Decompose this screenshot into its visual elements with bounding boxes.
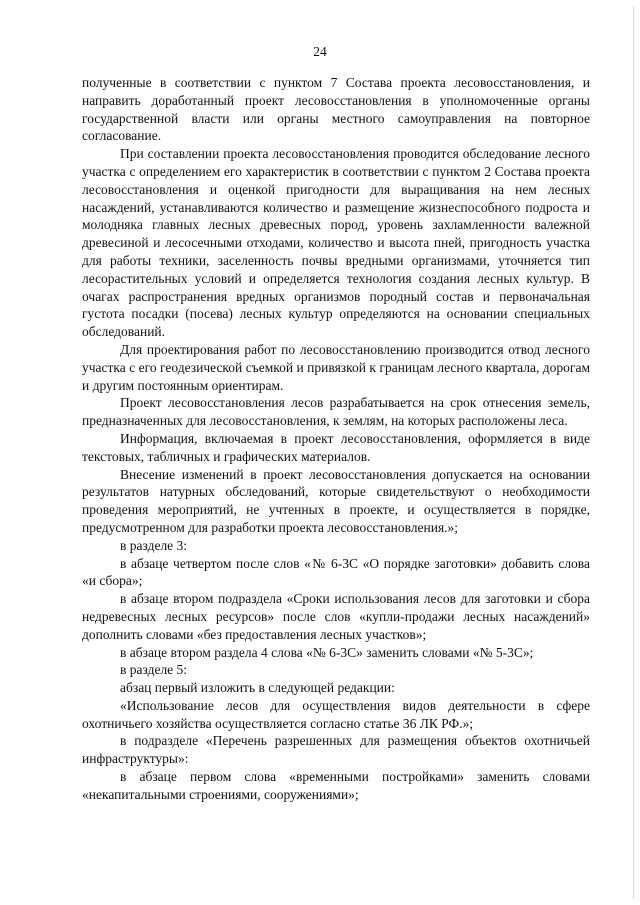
page-edge-line: [633, 6, 634, 899]
paragraph-continuation: полученные в соответствии с пунктом 7 Состава проекта лесовосстановления, и направить доработанный проект лесовосстановления в уполномоченные органы государственной власти или органы местного самоуправления на повторное согласование.: [82, 75, 590, 144]
paragraph-survey: При составлении проекта лесовосстановления проводится обследование лесного участка с определением его характеристик в соответствии с пунктом 2 Состава проекта лесовосстановления и оценкой пригодности для выращивания на нем лесных насаждений, устанавливаются количество и размещение жизнеспособного подроста и молодняка главных лесных древесных пород, уровень захламленности валежной древесиной и лесосечными отходами, количество и высота пней, пригодность участка для работы техники, заселенность почвы вредными организмами, уточняется тип лесорастительных условий и определяется технология создания лесных культур. В очагах распространения вредных организмов породный состав и первоначальная густота посадки (посева) лесных культур определяются на основании специальных обследований.: [82, 146, 590, 340]
paragraph-infrastructure-subsection: в подразделе «Перечень разрешенных для размещения объектов охотничьей инфраструктуры»:: [82, 733, 590, 767]
paragraph-section-3-para-4: в абзаце четвертом после слов «№ 6-3С «О порядке заготовки» добавить слова «и сбора»;: [82, 555, 590, 589]
paragraph-replace-words: в абзаце первом слова «временными постройками» заменить словами «некапитальными строениями, сооружениями»;: [82, 769, 590, 802]
paragraph-amendments: Внесение изменений в проект лесовосстановления допускается на основании результатов натурных обследований, которые свидетельствуют о необходимости проведения мероприятий, не учтенных в проекте, и осуществляется в порядке, предусмотренном для разработки проекта лесовосстановления.»;: [82, 466, 590, 535]
paragraph-format: Информация, включаемая в проект лесовосстановления, оформляется в виде текстовых, табличных и графических материалов.: [82, 430, 590, 464]
paragraph-section-5-para-1: абзац первый изложить в следующей редакции:: [120, 680, 395, 696]
paragraph-section-4: в абзаце втором раздела 4 слова «№ 6-3С» заменить словами «№ 5-3С»;: [120, 644, 534, 660]
paragraph-section-3: в разделе 3:: [120, 537, 188, 553]
page-number: 24: [313, 44, 327, 59]
paragraph-hunting-quote: «Использование лесов для осуществления видов деятельности в сфере охотничьего хозяйства осуществляется согласно статье 36 ЛК РФ.»;: [82, 697, 590, 731]
paragraph-section-5: в разделе 5:: [120, 662, 188, 678]
paragraph-section-3-subsection: в абзаце втором подраздела «Сроки использования лесов для заготовки и сбора недревесных лесных ресурсов» после слов «купли-продажи лесных насаждений» дополнить словами «без предоставления лесных участков»;: [82, 591, 590, 642]
paragraph-term: Проект лесовосстановления лесов разрабатывается на срок отнесения земель, предназначенных для лесовосстановления, к землям, на которых расположены леса.: [82, 395, 590, 429]
paragraph-allotment: Для проектирования работ по лесовосстановлению производится отвод лесного участка с его геодезической съемкой и привязкой к границам лесного квартала, дорогам и другим постоянным ориентирам.: [82, 341, 590, 393]
document-body: [82, 74, 590, 804]
